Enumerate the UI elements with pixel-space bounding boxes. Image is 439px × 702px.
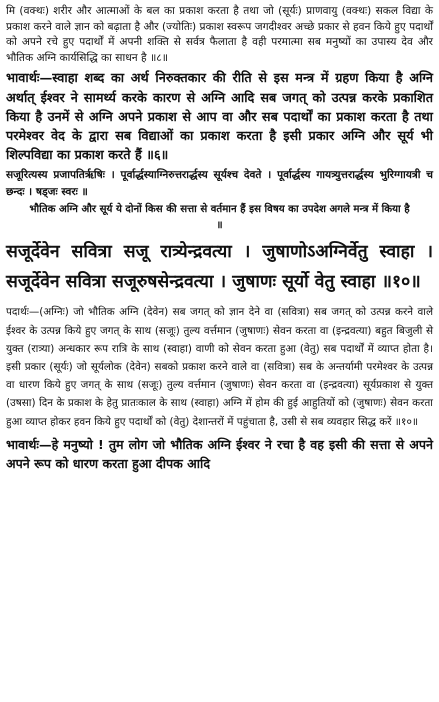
- bhavartha-paragraph-2: [6, 435, 433, 474]
- commentary-text: मि (वक्थः) शरीर और आत्माओं के बल का प्रकाश करता है तथा जो (सूर्यः) प्राणवायु (वक्थः) सकल विद्या के प्रकाश करने वाले ज्ञान को बढ़ाता है और (ज्योतिः) प्रकाश स्वरूप जगदीश्वर अच्छे प्रकार से हवन किये हुए पदार्थों को अपने रचे हुए पदार्थों में अपनी शक्ति से सर्वत्र फैलाता है वही परमात्मा सब मनुष्यों का उपास्य देव और भौतिक अग्नि कार्यसिद्धि का साधन है ॥८॥: [6, 5, 433, 64]
- commentary-paragraph: [6, 4, 433, 66]
- mantra-introduction-text: भौतिक अग्नि और सूर्य ये दोनों किस की सत्ता से वर्तमान हैं इस विषय का उपदेश अगले मन्त्र में किया है ॥: [29, 204, 410, 231]
- rishi-devata-text: सजूरित्यस्य प्रजापतिर्ऋषिः । पूर्वार्द्धस्याग्निरुत्तरार्द्धस्य सूर्यश्च देवते । पूर्वार्द्धस्य गायत्र्युत्तरार्द्धस्य भुरिग्गायत्री च छन्दः । षड्जः स्वरः ॥: [6, 169, 433, 198]
- padartha-paragraph: [6, 303, 433, 430]
- mantra-block: [6, 237, 433, 297]
- mantra-text: सजूर्देवेन सवित्रा सजू रात्र्येन्द्रवत्या । जुषाणोऽअग्निर्वेतु स्वाहा । सजूर्देवेन सवित्रा सजूरुषसेन्द्रवत्या । जुषाणः सूर्यो वेतु स्वाहा ॥१०॥: [6, 242, 433, 293]
- mantra-introduction: [6, 202, 433, 233]
- rishi-devata-line: [6, 167, 433, 200]
- bhavartha-2-text: भावार्थः—हे मनुष्यो ! तुम लोग जो भौतिक अग्नि ईश्वर ने रचा है वह इसी की सत्ता से अपने अपने रूप को धारण करता हुआ दीपक आदि: [6, 436, 433, 472]
- bhavartha-text: भावार्थः—स्वाहा शब्द का अर्थ निरुक्तकार की रीति से इस मन्त्र में ग्रहण किया है अग्नि अर्थात् ईश्वर ने सामर्थ्य करके कारण से अग्नि आदि सब जगत् को उत्पन्न करके प्रकाशित किया है उनमें से अग्नि अपने प्रकाश से आप वा और सब पदार्थों का प्रकाश करता है तथा परमेश्वर वेद के द्वारा सब विद्याओं का प्रकाश करता है इसी प्रकार अग्नि और सूर्य भी शिल्पविद्या का प्रकाश करते हैं ॥६॥: [6, 71, 433, 164]
- bhavartha-paragraph: [6, 69, 433, 165]
- padartha-text: पदार्थः—(अग्निः) जो भौतिक अग्नि (देवेन) सब जगत् को ज्ञान देने वा (सवित्रा) सब जगत् को उत्पन्न करने वाले ईश्वर के उत्पन्न किये हुए जगत् के साथ (सजूः) तुल्य वर्त्तमान (जुषाणः) सेवन करता वा (इन्द्रवत्या) बहुत बिजुली से युक्त (रात्र्या) अन्धकार रूप रात्रि के साथ (स्वाहा) वाणी को सेवन करता हुआ (वेतु) सब पदार्थों में व्याप्त होता है। इसी प्रकार (सूर्यः) जो सूर्यलोक (देवेन) सबको प्रकाश करने वाले वा (सवित्रा) सब के अन्तर्यामी परमेश्वर के उत्पन्न वा धारण किये हुए जगत् के साथ (सजूः) तुल्य वर्त्तमान (जुषाणः) सेवन करता वा (इन्द्रवत्या) सूर्यप्रकाश से युक्त (उषसा) दिन के प्रकाश के हेतु प्रातःकाल के साथ (स्वाहा) अग्नि में होम की हुई आहुतियों को (जुषाणः) सेवन करता हुआ व्याप्त होकर हवन किये हुए पदार्थों को (वेतु) देशान्तरों में पहुंचाता है, उसी से सब व्यवहार सिद्ध करें ॥१०॥: [6, 306, 433, 428]
